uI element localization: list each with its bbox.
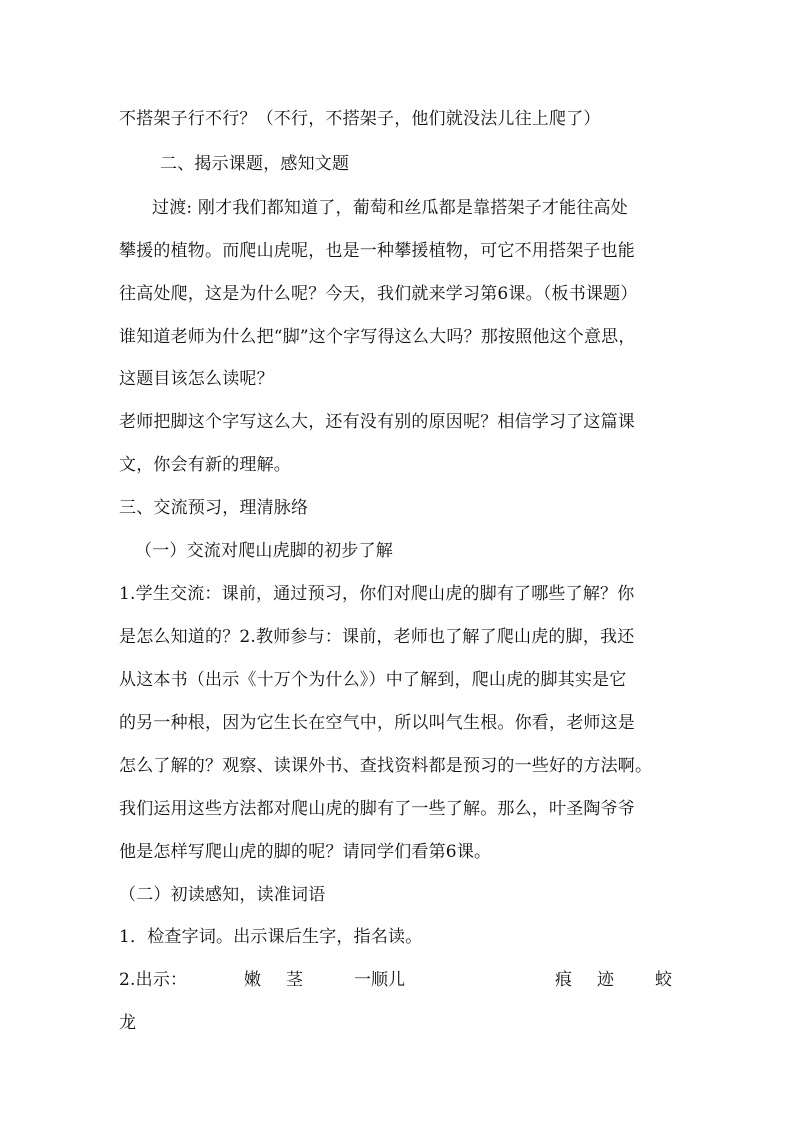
text-line: 从这本书（出示《十万个为什么》）中了解到，爬山虎的脚其实是它 <box>119 670 627 690</box>
text-line: 是怎么知道的？2.教师参与：课前，老师也了解了爬山虎的脚，我还 <box>119 627 635 647</box>
text-line: 怎么了解的？观察、读课外书、查找资料都是预习的一些好的方法啊。 <box>119 756 653 776</box>
vocab-word: 痕 <box>555 970 572 990</box>
subsection-heading: （二）初读感知，读准词语 <box>119 885 326 905</box>
vocab-word-wrap: 龙 <box>119 1013 137 1033</box>
vocab-word: 蛟 <box>655 970 672 990</box>
text-line: 1．检查字词。出示课后生字，指名读。 <box>119 927 423 947</box>
section-heading: 三、交流预习，理清脉络 <box>119 498 309 518</box>
text-line: 文，你会有新的理解。 <box>119 455 291 475</box>
text-line: 攀援的植物。而爬山虎呢，也是一种攀援植物，可它不用搭架子也能 <box>119 241 635 261</box>
vocab-word: 迹 <box>597 970 614 990</box>
vocab-word: 茎 <box>286 970 303 990</box>
subsection-heading: （一）交流对爬山虎脚的初步了解 <box>135 541 393 561</box>
text-line: 1.学生交流：课前，通过预习，你们对爬山虎的脚有了哪些了解？你 <box>119 584 635 604</box>
vocab-word: 一顺儿 <box>354 970 405 990</box>
text-line: 谁知道老师为什么把“脚”这个字写得这么大吗？那按照他这个意思， <box>119 327 636 347</box>
show-label: 2.出示： <box>119 970 188 990</box>
text-line: 往高处爬，这是为什么呢？今天，我们就来学习第6课。（板书课题） <box>119 284 638 304</box>
text-line: 这题目该怎么读呢？ <box>119 369 274 389</box>
text-line: 我们运用这些方法都对爬山虎的脚有了一些了解。那么，叶圣陶爷爷 <box>119 799 635 819</box>
text-line: 不搭架子行不行？（不行，不搭架子，他们就没法儿往上爬了） <box>119 109 601 129</box>
section-heading: 二、揭示课题，感知文题 <box>160 154 350 174</box>
text-line: 他是怎样写爬山虎的脚的呢？请同学们看第6课。 <box>119 842 492 862</box>
text-line: 过渡: 刚才我们都知道了，葡萄和丝瓜都是靠搭架子才能往高处 <box>152 198 628 218</box>
vocab-word: 嫩 <box>244 970 261 990</box>
text-line: 的另一种根，因为它生长在空气中，所以叫气生根。你看，老师这是 <box>119 713 635 733</box>
text-line: 老师把脚这个字写这么大，还有没有别的原因呢？相信学习了这篇课 <box>119 412 635 432</box>
